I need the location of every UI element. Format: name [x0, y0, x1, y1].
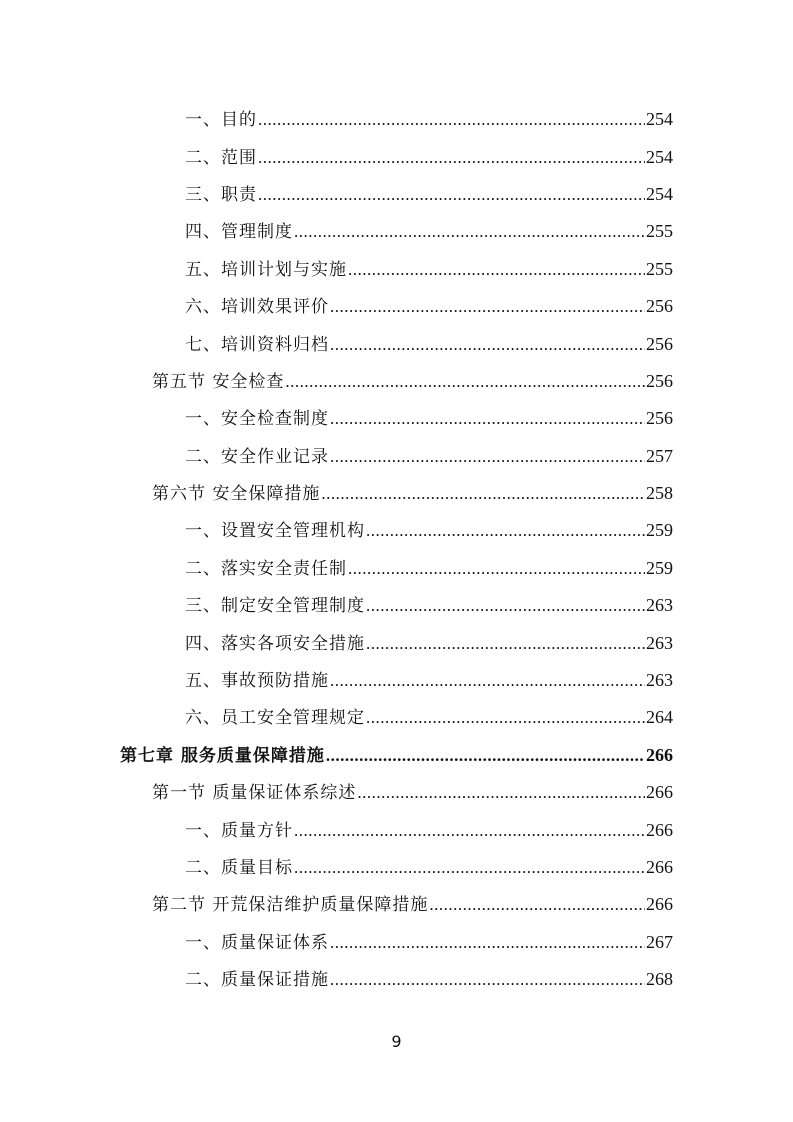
dot-leader — [429, 895, 645, 915]
toc-entry-title: 第六节 安全保障措施 — [152, 484, 321, 505]
toc-entry[interactable] — [0, 438, 793, 475]
dot-leader — [357, 783, 645, 803]
toc-entry-title: 三、制定安全管理制度 — [185, 596, 365, 617]
toc-entry[interactable] — [0, 138, 793, 175]
toc-entry-title: 六、培训效果评价 — [185, 297, 329, 318]
dot-leader — [326, 746, 645, 766]
dot-leader — [294, 222, 645, 242]
toc-entry[interactable] — [0, 587, 793, 624]
dot-leader — [330, 409, 645, 429]
toc-entry-page: 256 — [646, 296, 673, 317]
table-of-contents — [0, 101, 793, 998]
toc-entry-title: 一、设置安全管理机构 — [185, 521, 365, 542]
dot-leader — [294, 821, 645, 841]
toc-entry-page: 266 — [646, 744, 673, 765]
toc-entry-title: 二、范围 — [185, 147, 257, 168]
toc-entry[interactable] — [0, 176, 793, 213]
toc-entry[interactable] — [0, 624, 793, 661]
toc-section-entry[interactable] — [0, 363, 793, 400]
toc-entry-title: 七、培训资料归档 — [185, 334, 329, 355]
toc-entry[interactable] — [0, 811, 793, 848]
dot-leader — [330, 297, 645, 317]
dot-leader — [366, 521, 645, 541]
dot-leader — [258, 110, 645, 130]
dot-leader — [258, 148, 645, 168]
toc-entry-page: 266 — [646, 857, 673, 877]
toc-entry[interactable] — [0, 325, 793, 362]
toc-entry-page: 266 — [646, 894, 673, 915]
toc-entry-title: 二、落实安全责任制 — [185, 558, 347, 579]
toc-entry[interactable] — [0, 251, 793, 288]
toc-entry-page: 267 — [646, 931, 673, 952]
toc-entry-title: 二、质量保证措施 — [185, 970, 329, 991]
dot-leader — [321, 484, 645, 504]
toc-entry-page: 259 — [646, 557, 673, 578]
toc-entry-page: 254 — [646, 109, 673, 130]
toc-entry[interactable] — [0, 288, 793, 325]
toc-entry-title: 一、安全检查制度 — [185, 409, 329, 430]
dot-leader — [330, 447, 645, 467]
toc-entry[interactable] — [0, 662, 793, 699]
dot-leader — [348, 559, 645, 579]
toc-entry-page: 256 — [646, 333, 673, 354]
toc-entry-page: 263 — [646, 670, 673, 691]
toc-entry-title: 一、目的 — [185, 110, 257, 131]
toc-entry[interactable] — [0, 699, 793, 736]
dot-leader — [330, 970, 645, 990]
dot-leader — [330, 933, 645, 953]
toc-entry-page: 259 — [646, 520, 673, 541]
toc-entry-page: 255 — [646, 258, 673, 279]
toc-entry-title: 四、管理制度 — [185, 222, 293, 243]
toc-entry-page: 266 — [646, 819, 673, 840]
dot-leader — [285, 372, 645, 392]
toc-entry[interactable] — [0, 101, 793, 138]
toc-entry-page: 258 — [646, 483, 673, 504]
dot-leader — [348, 260, 645, 280]
toc-entry[interactable] — [0, 550, 793, 587]
toc-entry-title: 五、事故预防措施 — [185, 671, 329, 692]
dot-leader — [366, 634, 645, 654]
toc-section-entry[interactable] — [0, 475, 793, 512]
dot-leader — [330, 671, 645, 691]
toc-entry[interactable] — [0, 924, 793, 961]
toc-section-entry[interactable] — [0, 774, 793, 811]
dot-leader — [330, 335, 645, 355]
toc-entry-title: 第一节 质量保证体系综述 — [152, 783, 357, 804]
dot-leader — [366, 708, 645, 728]
toc-entry[interactable] — [0, 400, 793, 437]
toc-entry-title: 六、员工安全管理规定 — [185, 708, 365, 729]
toc-entry-page: 256 — [646, 370, 673, 391]
toc-chapter-entry[interactable] — [0, 737, 793, 774]
toc-entry-title: 第五节 安全检查 — [152, 371, 285, 392]
toc-entry-title: 二、质量目标 — [185, 858, 293, 878]
toc-entry[interactable] — [0, 849, 793, 886]
toc-entry-title: 四、落实各项安全措施 — [185, 633, 365, 654]
toc-entry-page: 263 — [646, 632, 673, 653]
toc-entry-title: 一、质量保证体系 — [185, 932, 329, 953]
toc-entry-title: 五、培训计划与实施 — [185, 259, 347, 280]
toc-entry-page: 255 — [646, 221, 673, 242]
toc-entry-page: 266 — [646, 782, 673, 803]
toc-entry-page: 256 — [646, 408, 673, 429]
toc-section-entry[interactable] — [0, 886, 793, 923]
toc-entry-page: 254 — [646, 146, 673, 167]
toc-entry-page: 263 — [646, 595, 673, 616]
toc-entry-title: 第二节 开荒保洁维护质量保障措施 — [152, 895, 429, 916]
toc-entry-title: 第七章 服务质量保障措施 — [120, 745, 325, 766]
toc-entry-page: 264 — [646, 707, 673, 728]
toc-entry-title: 三、职责 — [185, 184, 257, 205]
toc-entry-page: 268 — [646, 969, 673, 990]
toc-entry[interactable] — [0, 213, 793, 250]
page-number: 9 — [391, 1032, 402, 1051]
toc-entry[interactable] — [0, 961, 793, 998]
toc-entry[interactable] — [0, 512, 793, 549]
toc-entry-page: 254 — [646, 183, 673, 204]
dot-leader — [258, 185, 645, 205]
toc-entry-title: 二、安全作业记录 — [185, 446, 329, 467]
dot-leader — [366, 596, 645, 616]
dot-leader — [294, 858, 645, 878]
toc-entry-page: 257 — [646, 445, 673, 466]
toc-entry-title: 一、质量方针 — [185, 820, 293, 841]
